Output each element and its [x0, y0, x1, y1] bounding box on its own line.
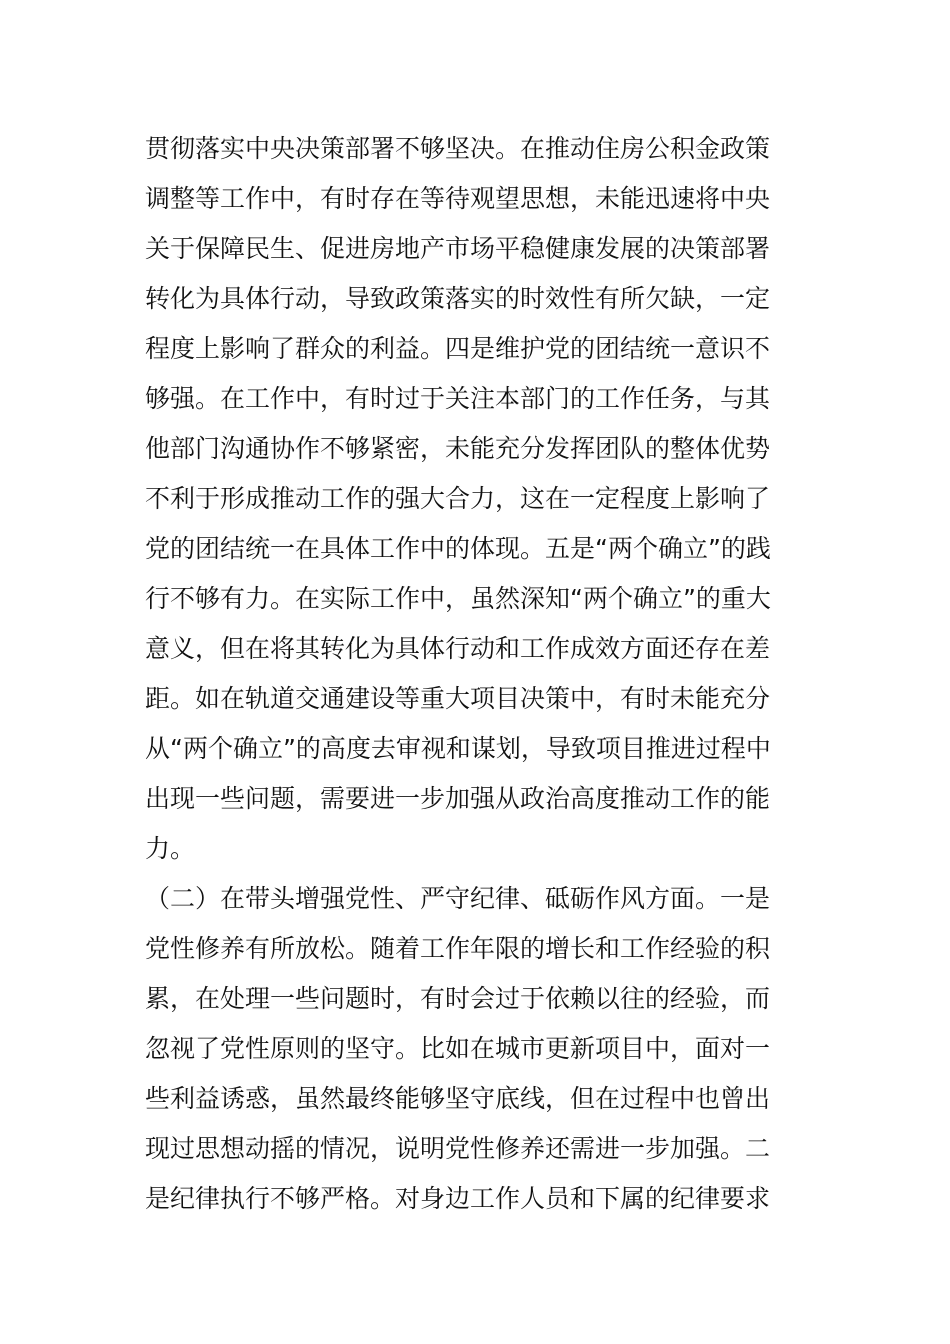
text-line: 从“两个确立”的高度去审视和谋划，导致项目推进过程中 [145, 734, 771, 763]
text-line: 党的团结统一在具体工作中的体现。五是“两个确立”的践 [145, 534, 771, 563]
text-line: 是纪律执行不够严格。对身边工作人员和下属的纪律要求 [145, 1184, 771, 1213]
text-line: 程度上影响了群众的利益。四是维护党的团结统一意识不 [145, 334, 771, 363]
text-line: 关于保障民生、促进房地产市场平稳健康发展的决策部署 [145, 234, 771, 263]
text-line: 贯彻落实中央决策部署不够坚决。在推动住房公积金政策 [145, 134, 771, 163]
text-line: 现过思想动摇的情况，说明党性修养还需进一步加强。二 [145, 1134, 771, 1163]
text-line: 些利益诱惑，虽然最终能够坚守底线，但在过程中也曾出 [145, 1084, 771, 1113]
text-line: 够强。在工作中，有时过于关注本部门的工作任务，与其 [145, 384, 771, 413]
text-line: 党性修养有所放松。随着工作年限的增长和工作经验的积 [145, 934, 771, 963]
text-line: 出现一些问题，需要进一步加强从政治高度推动工作的能 [145, 784, 771, 813]
text-line: 意义，但在将其转化为具体行动和工作成效方面还存在差 [145, 634, 771, 663]
text-line: 调整等工作中，有时存在等待观望思想，未能迅速将中央 [145, 184, 771, 213]
text-line: 忽视了党性原则的坚守。比如在城市更新项目中，面对一 [145, 1034, 771, 1063]
text-line: 转化为具体行动，导致政策落实的时效性有所欠缺，一定 [145, 284, 771, 313]
section-heading-line: （二）在带头增强党性、严守纪律、砥砺作风方面。一是 [145, 884, 771, 913]
text-line: 累，在处理一些问题时，有时会过于依赖以往的经验，而 [145, 984, 771, 1013]
text-line: 行不够有力。在实际工作中，虽然深知“两个确立”的重大 [145, 584, 771, 613]
text-line: 他部门沟通协作不够紧密，未能充分发挥团队的整体优势 [145, 434, 771, 463]
body-text [145, 124, 810, 1224]
text-line: 力。 [145, 834, 196, 863]
text-line: 不利于形成推动工作的强大合力，这在一定程度上影响了 [145, 484, 771, 513]
text-line: 距。如在轨道交通建设等重大项目决策中，有时未能充分 [145, 684, 771, 713]
